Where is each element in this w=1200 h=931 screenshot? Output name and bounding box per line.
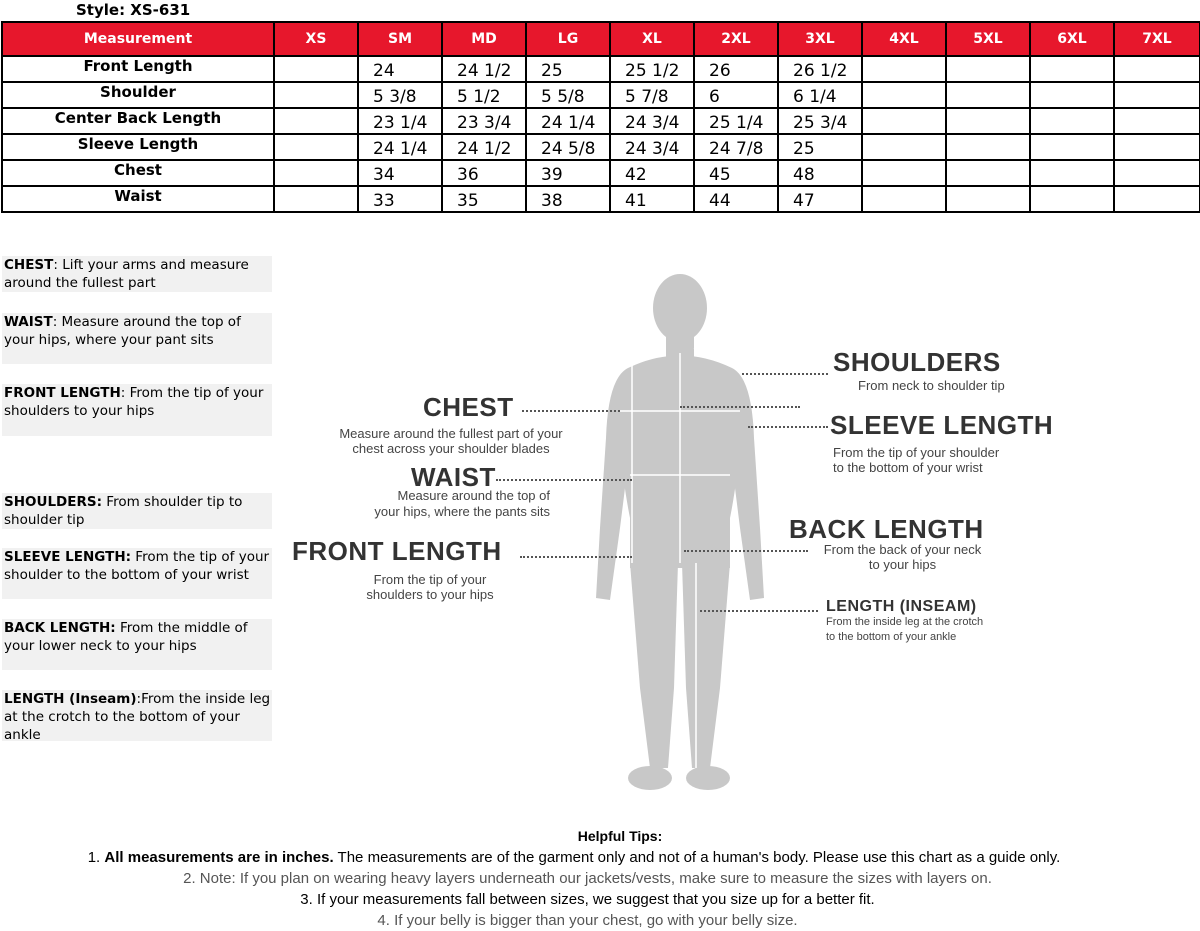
desc-term: BACK LENGTH: — [4, 620, 116, 636]
header-size: XL — [610, 22, 694, 56]
body-figure — [590, 268, 770, 798]
table-cell: 5 1/2 — [442, 82, 526, 108]
table-cell: 44 — [694, 186, 778, 212]
desc-inseam — [2, 690, 272, 741]
row-label: Chest — [2, 160, 274, 186]
table-body — [2, 56, 1200, 212]
table-cell — [946, 160, 1030, 186]
table-cell — [1114, 82, 1200, 108]
table-cell — [1114, 134, 1200, 160]
table-cell: 25 1/2 — [610, 56, 694, 82]
tip-3: 3. If your measurements fall between sizes, we suggest that you size up for a better fit. — [300, 891, 875, 908]
back-length-desc-line2: to your hips — [868, 557, 937, 572]
back-length-leader — [684, 550, 808, 552]
table-cell — [946, 186, 1030, 212]
table-cell — [274, 108, 358, 134]
table-cell: 6 — [694, 82, 778, 108]
table-cell: 24 1/2 — [442, 134, 526, 160]
header-size: 2XL — [694, 22, 778, 56]
desc-term: SLEEVE LENGTH: — [4, 549, 132, 565]
tip-1-text: The measurements are of the garment only and not of a human's body. Please use this chart as a guide only. — [333, 849, 1061, 866]
table-cell: 24 1/2 — [442, 56, 526, 82]
sleeve-length-leader — [748, 426, 828, 428]
table-cell — [1030, 82, 1114, 108]
front-length-title: FRONT LENGTH — [292, 536, 502, 566]
table-cell — [862, 108, 946, 134]
desc-term: LENGTH (Inseam) — [4, 691, 137, 707]
table-cell: 34 — [358, 160, 442, 186]
table-cell: 24 7/8 — [694, 134, 778, 160]
shoulders-leader — [742, 373, 828, 375]
table-cell: 5 7/8 — [610, 82, 694, 108]
table-cell: 24 3/4 — [610, 108, 694, 134]
table-cell: 24 — [358, 56, 442, 82]
table-cell — [862, 186, 946, 212]
chest-desc-line2: chest across your shoulder blades — [352, 441, 550, 456]
right-foot-shape — [686, 766, 730, 790]
header-measurement: Measurement — [2, 22, 274, 56]
desc-text: From shoulder tip to shoulder tip — [4, 494, 243, 528]
table-cell — [274, 186, 358, 212]
chest-leader — [522, 410, 620, 412]
table-cell: 39 — [526, 160, 610, 186]
sleeve-length-desc-line2: to the bottom of your wrist — [833, 460, 983, 475]
table-cell — [274, 160, 358, 186]
header-size: 5XL — [946, 22, 1030, 56]
table-cell: 41 — [610, 186, 694, 212]
front-length-leader — [520, 556, 632, 558]
shoulders-title: SHOULDERS — [833, 347, 1001, 377]
desc-shoulders — [2, 493, 272, 529]
table-cell: 25 — [778, 134, 862, 160]
table-row — [2, 108, 1200, 134]
table-cell: 45 — [694, 160, 778, 186]
desc-text: : Lift your arms and measure around the fullest part — [4, 257, 249, 291]
tip-4: 4. If your belly is bigger than your chest, go with your belly size. — [377, 912, 798, 929]
inseam-leader — [700, 610, 818, 612]
table-row — [2, 186, 1200, 212]
table-row — [2, 56, 1200, 82]
left-leg-shape — [630, 563, 678, 768]
table-cell — [946, 82, 1030, 108]
table-cell — [1030, 134, 1114, 160]
desc-text: From the middle of your lower neck to your hips — [4, 620, 248, 654]
table-header-row — [2, 22, 1200, 56]
table-cell: 38 — [526, 186, 610, 212]
desc-term: SHOULDERS: — [4, 494, 103, 510]
sleeve-length-desc-line1: From the tip of your shoulder — [833, 445, 1000, 460]
desc-sleeve-length — [2, 548, 272, 599]
table-cell: 26 — [694, 56, 778, 82]
tip-2: 2. Note: If you plan on wearing heavy layers underneath our jackets/vests, make sure to measure the sizes with layers on. — [183, 870, 992, 887]
sleeve-length-title: SLEEVE LENGTH — [830, 410, 1054, 440]
row-label: Sleeve Length — [2, 134, 274, 160]
row-label: Shoulder — [2, 82, 274, 108]
right-leg-shape — [682, 563, 730, 768]
desc-term: WAIST — [4, 314, 53, 330]
table-cell: 6 1/4 — [778, 82, 862, 108]
table-cell: 25 — [526, 56, 610, 82]
table-cell — [946, 108, 1030, 134]
right-arm-shape — [730, 368, 764, 600]
table-cell: 24 1/4 — [526, 108, 610, 134]
table-cell — [274, 56, 358, 82]
desc-front-length — [2, 384, 272, 436]
header-size: 4XL — [862, 22, 946, 56]
tip-1 — [0, 847, 1200, 868]
tip-1-number: 1. — [87, 849, 105, 866]
header-size: XS — [274, 22, 358, 56]
table-cell — [1114, 186, 1200, 212]
shoulders-desc: From neck to shoulder tip — [858, 378, 1005, 393]
table-cell: 42 — [610, 160, 694, 186]
waist-title: WAIST — [411, 462, 496, 492]
table-cell — [1030, 186, 1114, 212]
tip-1-bold: All measurements are in inches. — [104, 849, 334, 866]
left-arm-shape — [596, 368, 630, 600]
table-cell — [274, 134, 358, 160]
helpful-tips — [0, 826, 1200, 931]
desc-text: : Measure around the top of your hips, where your pant sits — [4, 314, 241, 348]
table-cell: 24 3/4 — [610, 134, 694, 160]
chest-title: CHEST — [423, 392, 514, 422]
back-length-title: BACK LENGTH — [789, 514, 984, 544]
inseam-title: LENGTH (INSEAM) — [826, 598, 977, 615]
table-cell — [1114, 108, 1200, 134]
table-cell — [1030, 56, 1114, 82]
left-foot-shape — [628, 766, 672, 790]
desc-text: From the tip of your shoulder to the bottom of your wrist — [4, 549, 270, 583]
front-length-desc-line1: From the tip of your — [373, 572, 487, 587]
table-cell — [862, 82, 946, 108]
table-cell — [862, 134, 946, 160]
table-cell — [946, 134, 1030, 160]
desc-back-length — [2, 619, 272, 670]
table-cell — [862, 56, 946, 82]
waist-desc-line2: your hips, where the pants sits — [374, 504, 550, 519]
tips-title: Helpful Tips: — [577, 828, 663, 844]
header-size: 3XL — [778, 22, 862, 56]
row-label: Waist — [2, 186, 274, 212]
waist-desc-line1: Measure around the top of — [397, 488, 550, 503]
table-cell — [1030, 108, 1114, 134]
table-cell — [274, 82, 358, 108]
table-cell — [1030, 160, 1114, 186]
desc-term: FRONT LENGTH — [4, 385, 121, 401]
table-cell: 36 — [442, 160, 526, 186]
desc-term: CHEST — [4, 257, 54, 273]
chest-desc-line1: Measure around the fullest part of your — [339, 426, 563, 441]
back-length-desc-line1: From the back of your neck — [823, 542, 982, 557]
head-shape — [653, 274, 707, 342]
style-title: Style: XS-631 — [76, 1, 191, 19]
table-cell — [1114, 56, 1200, 82]
header-size: SM — [358, 22, 442, 56]
row-label: Front Length — [2, 56, 274, 82]
table-cell — [862, 160, 946, 186]
header-size: LG — [526, 22, 610, 56]
table-cell: 5 5/8 — [526, 82, 610, 108]
table-cell: 25 3/4 — [778, 108, 862, 134]
table-cell: 48 — [778, 160, 862, 186]
table-cell: 25 1/4 — [694, 108, 778, 134]
row-label: Center Back Length — [2, 108, 274, 134]
inseam-desc-line2: to the bottom of your ankle — [826, 631, 957, 643]
table-row — [2, 134, 1200, 160]
chest-right-leader — [680, 406, 800, 408]
table-row — [2, 82, 1200, 108]
desc-waist — [2, 313, 272, 364]
table-cell: 24 5/8 — [526, 134, 610, 160]
table-cell: 23 3/4 — [442, 108, 526, 134]
table-row — [2, 160, 1200, 186]
desc-chest — [2, 256, 272, 292]
table-cell: 24 1/4 — [358, 134, 442, 160]
table-cell: 26 1/2 — [778, 56, 862, 82]
inseam-desc-line1: From the inside leg at the crotch — [826, 616, 984, 628]
size-chart-table — [1, 21, 1200, 213]
table-cell: 23 1/4 — [358, 108, 442, 134]
table-cell: 33 — [358, 186, 442, 212]
header-size: 6XL — [1030, 22, 1114, 56]
front-length-desc-line2: shoulders to your hips — [366, 587, 494, 602]
table-cell: 5 3/8 — [358, 82, 442, 108]
header-size: MD — [442, 22, 526, 56]
header-size: 7XL — [1114, 22, 1200, 56]
table-cell: 47 — [778, 186, 862, 212]
table-cell: 35 — [442, 186, 526, 212]
desc-text: :From the inside leg at the crotch to the bottom of your ankle — [4, 691, 271, 741]
desc-text: : From the tip of your shoulders to your hips — [4, 385, 264, 419]
table-cell — [946, 56, 1030, 82]
table-cell — [1114, 160, 1200, 186]
waist-leader — [496, 479, 632, 481]
